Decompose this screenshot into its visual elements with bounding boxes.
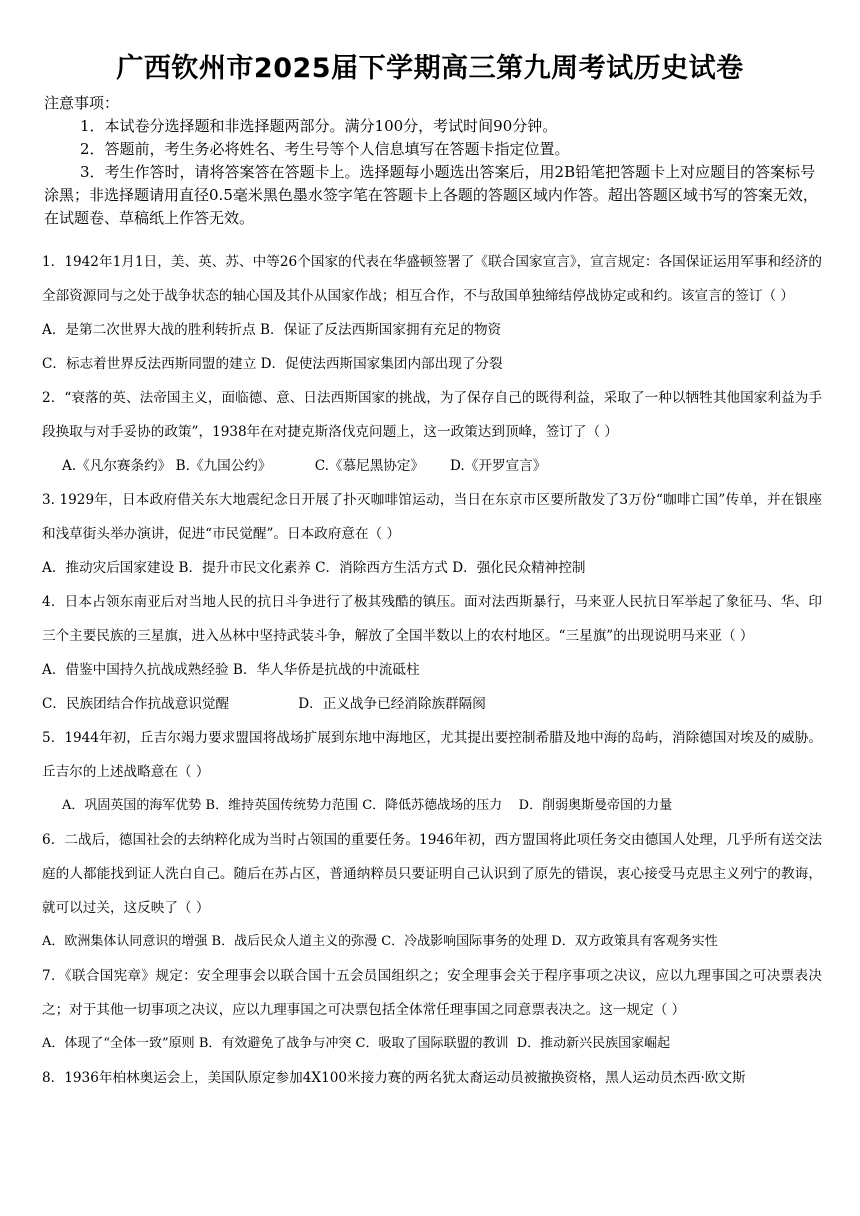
notes-heading: 注意事项： bbox=[44, 94, 120, 112]
question-options: A．是第二次世界大战的胜利转折点 B．保证了反法西斯国家拥有充足的物资 bbox=[42, 322, 502, 338]
question-5 bbox=[42, 721, 822, 823]
question-6 bbox=[42, 823, 822, 959]
question-stem: 1．1942年1月1日，美、英、苏、中等26个国家的代表在华盛顿签署了《联合国家宣言》，宣言规定：各国保证运用军事和经济的全部资源同与之处于战争状态的轴心国及其仆从国家作战；相互合作，不与敌国单独缔结停战协定或和约。该宣言的签订（ ） bbox=[42, 254, 822, 304]
question-8 bbox=[42, 1061, 822, 1095]
question-options: C．民族团结合作抗战意识觉醒 D．正义战争已经消除族群隔阂 bbox=[42, 696, 486, 712]
question-options: A．推动灾后国家建设 B．提升市民文化素养 C．消除西方生活方式 D．强化民众精神控制 bbox=[42, 560, 586, 576]
question-stem: 2．“衰落的英、法帝国主义，面临德、意、日法西斯国家的挑战，为了保存自己的既得利益，采取了一种以牺牲其他国家利益为手段换取与对手妥协的政策”，1938年在对捷克斯洛伐克问题上，这一政策达到顶峰，签订了（ ） bbox=[42, 390, 822, 440]
question-options: A．巩固英国的海军优势 B．维持英国传统势力范围 C．降低苏德战场的压力 D．削弱奥斯曼帝国的力量 bbox=[62, 798, 673, 813]
question-stem: 4．日本占领东南亚后对当地人民的抗日斗争进行了极其残酷的镇压。面对法西斯暴行，马来亚人民抗日军举起了象征马、华、印三个主要民族的三星旗，进入丛林中坚持武装斗争，解放了全国半数以上的农村地区。“三星旗”的出现说明马来亚（ ） bbox=[42, 594, 822, 644]
question-2 bbox=[42, 381, 822, 483]
exam-notes bbox=[44, 92, 830, 230]
notes-item: 1．本试卷分选择题和非选择题两部分。满分100分，考试时间90分钟。 bbox=[80, 117, 558, 135]
question-stem: 7．《联合国宪章》规定：安全理事会以联合国十五会员国组织之；安全理事会关于程序事项之决议，应以九理事国之可决票表决之；对于其他一切事项之决议，应以九理事国之可决票包括全体常任理事国之同意票表决之。这一规定（ ） bbox=[42, 968, 822, 1018]
question-options: A．借鉴中国持久抗战成熟经验 B．华人华侨是抗战的中流砥柱 bbox=[42, 662, 420, 678]
question-options: C．标志着世界反法西斯同盟的建立 D．促使法西斯国家集团内部出现了分裂 bbox=[42, 356, 503, 372]
question-stem: 8．1936年柏林奥运会上，美国队原定参加4X100米接力赛的两名犹太裔运动员被撤换资格，黑人运动员杰西·欧文斯 bbox=[42, 1070, 746, 1086]
question-options: A．欧洲集体认同意识的增强 B．战后民众人道主义的弥漫 C．冷战影响国际事务的处理 D．双方政策具有客观务实性 bbox=[42, 934, 718, 949]
notes-item: 3．考生作答时，请将答案答在答题卡上。选择题每小题选出答案后，用2B铅笔把答题卡上对应题目的答案标号涂黑；非选择题请用直径0.5毫米黑色墨水签字笔在答题卡上各题的答题区域内作答。超出答题区域书写的答案无效，在试题卷、草稿纸上作答无效。 bbox=[44, 163, 818, 227]
question-stem: 6．二战后，德国社会的去纳粹化成为当时占领国的重要任务。1946年初，西方盟国将此项任务交由德国人处理，几乎所有送交法庭的人都能找到证人洗白自己。随后在苏占区，普通纳粹员只要证明自己认识到了原先的错误，衷心接受马克思主义列宁的教诲，就可以过关，这反映了（ ） bbox=[42, 832, 822, 916]
question-stem: 3. 1929年，日本政府借关东大地震纪念日开展了扑灭咖啡馆运动，当日在东京市区要所散发了3万份“咖啡亡国”传单，并在银座和浅草街头举办演讲，促进“市民觉醒”。日本政府意在（ ） bbox=[42, 492, 822, 542]
question-4 bbox=[42, 585, 822, 721]
question-stem: 5．1944年初，丘吉尔竭力要求盟国将战场扩展到东地中海地区，尤其提出要控制希腊及地中海的岛屿，消除德国对埃及的威胁。丘吉尔的上述战略意在（ ） bbox=[42, 730, 822, 780]
notes-item: 2．答题前，考生务必将姓名、考生号等个人信息填写在答题卡指定位置。 bbox=[80, 140, 570, 158]
exam-title: 广西钦州市2025届下学期高三第九周考试历史试卷 bbox=[116, 53, 744, 84]
question-options: A.《凡尔赛条约》 B.《九国公约》 C.《慕尼黑协定》 D.《开罗宣言》 bbox=[62, 458, 547, 474]
question-7 bbox=[42, 959, 822, 1061]
question-3 bbox=[42, 483, 822, 585]
question-options: A．体现了“全体一致”原则 B．有效避免了战争与冲突 C．吸取了国际联盟的教训 D．推动新兴民族国家崛起 bbox=[42, 1036, 671, 1051]
question-list bbox=[42, 245, 822, 1095]
question-1 bbox=[42, 245, 822, 381]
